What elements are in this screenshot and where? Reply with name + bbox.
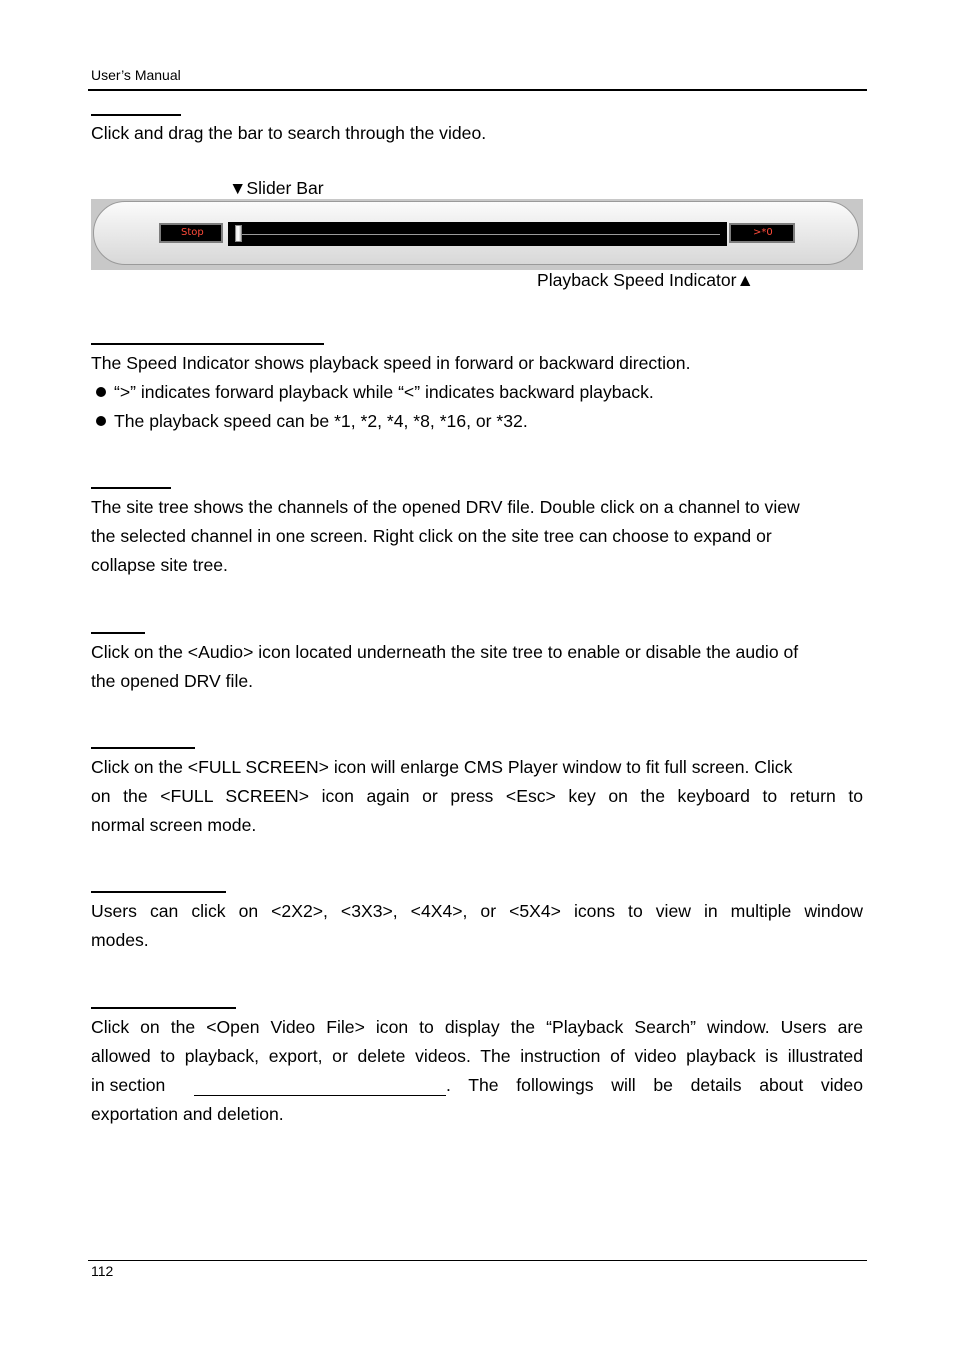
section-heading-underline [91, 1007, 236, 1009]
running-header: User’s Manual [91, 67, 181, 83]
section-heading-underline [91, 114, 181, 116]
stop-button[interactable]: Stop [159, 223, 223, 243]
footer-rule [88, 1260, 867, 1261]
section-heading-underline [91, 891, 226, 893]
site-tree-paragraph: The site tree shows the channels of the opened DRV file. Double click on a channel to view the selected channel in one screen. Right click on the site tree can choose to expand or collapse site tree. [91, 497, 800, 575]
slider-intro: Click and drag the bar to search through the video. [91, 123, 487, 143]
section-heading-underline [91, 343, 324, 345]
slider-track[interactable] [228, 222, 727, 246]
speed-indicator-caption: Playback Speed Indicator▲ [537, 270, 754, 290]
audio-paragraph: Click on the <Audio> icon located underneath the site tree to enable or disable the audio of the opened DRV file. [91, 642, 799, 691]
full-screen-paragraph: Click on the <FULL SCREEN> icon will enlarge CMS Player window to fit full screen. Click on the <FULL SCREEN> icon again or press <Esc> key on the keyboard to return to normal screen mode. [91, 757, 863, 835]
section-heading-underline [91, 487, 171, 489]
slider-bar-caption: ▼Slider Bar [229, 178, 324, 198]
header-rule [88, 89, 867, 91]
page-number: 112 [91, 1263, 114, 1279]
speed-intro: The Speed Indicator shows playback speed in forward or backward direction. [91, 353, 691, 373]
list-item: The playback speed can be *1, *2, *4, *8, *16, or *32. [96, 407, 528, 436]
list-item: “>” indicates forward playback while “<” indicates backward playback. [96, 378, 654, 407]
open-file-paragraph: Click on the <Open Video File> icon to display the “Playback Search” window. Users are allowed to playback, export, or delete videos. The instruction of video playback is illustrated in section . The followings will be details about video exportation and deletion. [91, 1017, 863, 1124]
section-heading-underline [91, 632, 145, 634]
playback-speed-indicator: >*0 [729, 223, 795, 243]
bullet-icon [96, 387, 106, 397]
multi-window-paragraph: Users can click on <2X2>, <3X3>, <4X4>, or <5X4> icons to view in multiple window modes. [91, 901, 863, 950]
slider-track-line [240, 234, 720, 235]
bullet-icon [96, 416, 106, 426]
section-heading-underline [91, 747, 195, 749]
section-reference-link[interactable] [194, 1095, 446, 1096]
slider-thumb[interactable] [235, 225, 242, 242]
